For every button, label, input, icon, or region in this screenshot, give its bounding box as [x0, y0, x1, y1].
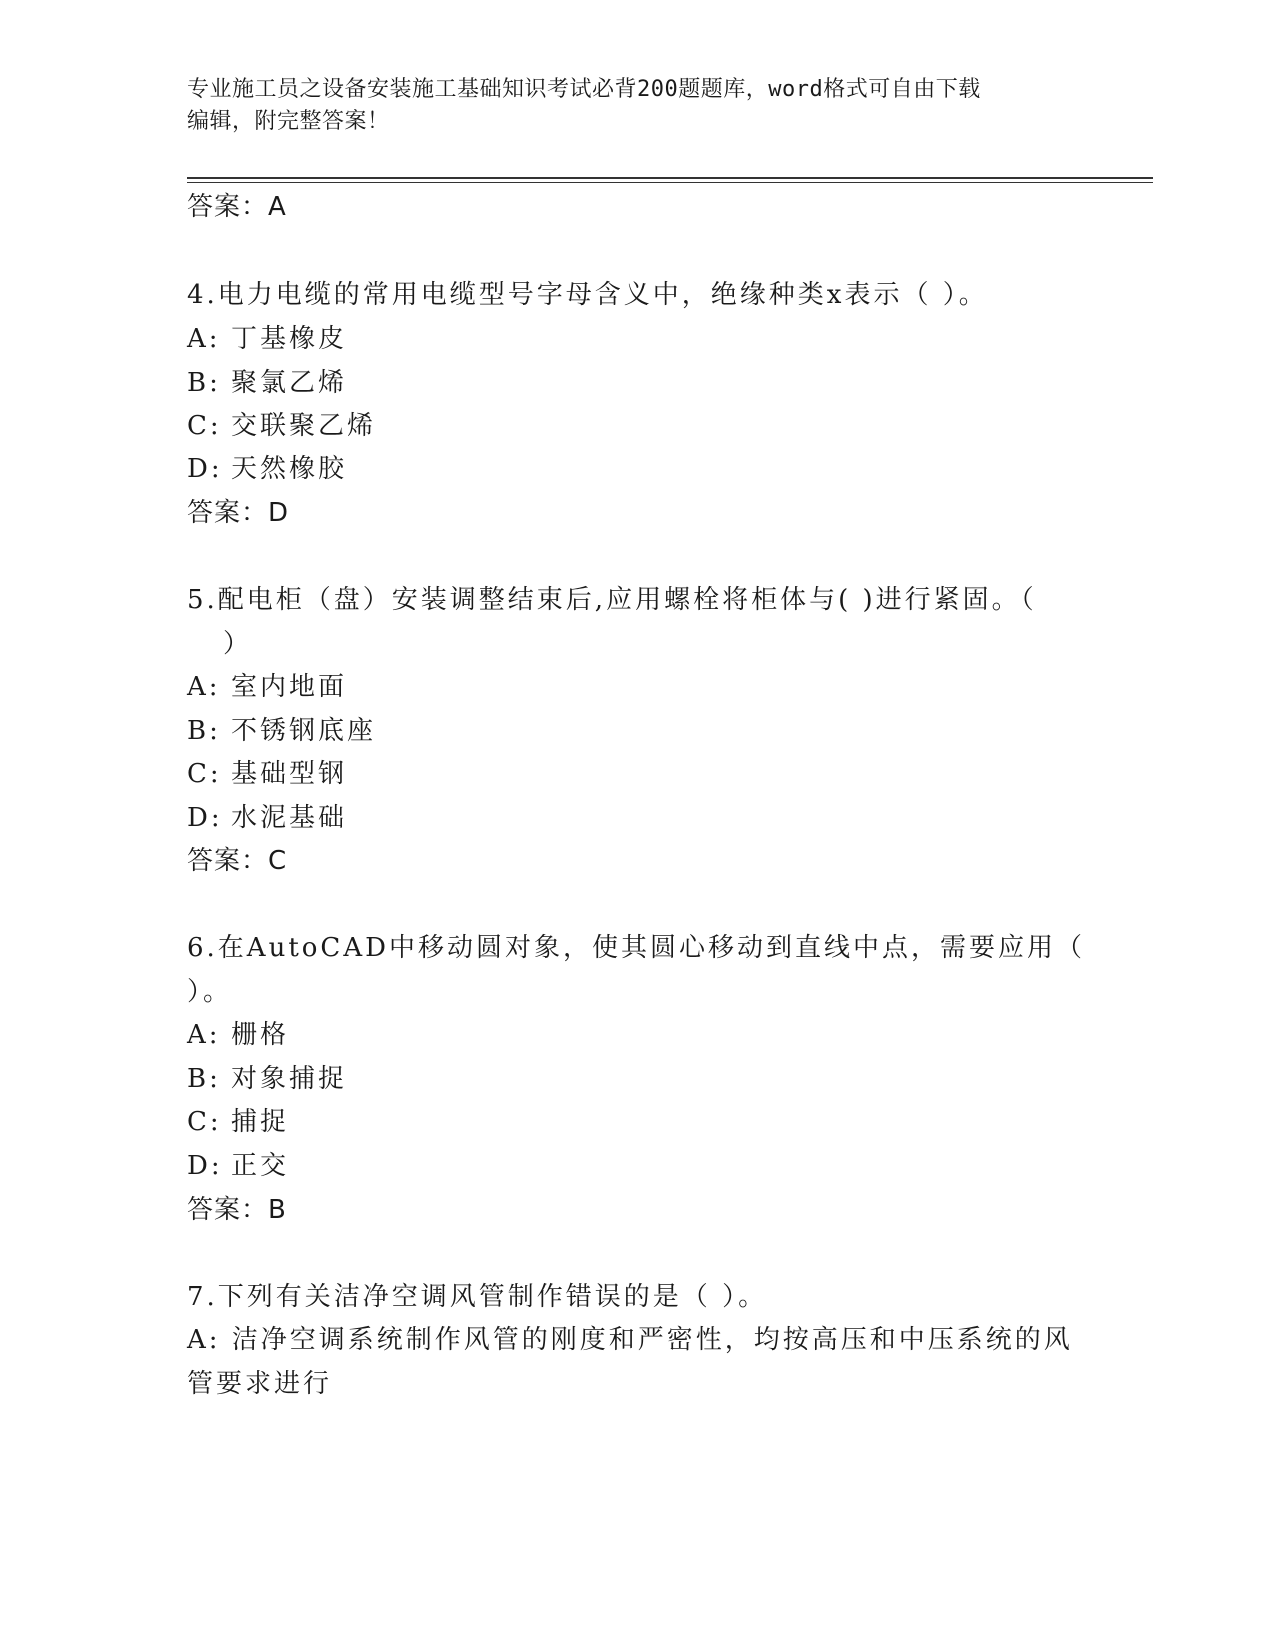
option-text: 交联聚乙烯 [231, 411, 377, 441]
question-6-option-b [187, 1062, 347, 1096]
option-text: 水泥基础 [231, 803, 348, 833]
option-text: 对象捕捉 [231, 1064, 348, 1094]
option-letter: C: [187, 411, 222, 441]
question-6-answer: 答案：B [187, 1195, 287, 1225]
option-text: 天然橡胶 [231, 454, 348, 484]
question-5-answer: 答案：C [187, 846, 288, 876]
question-4-answer: 答案：D [187, 498, 290, 528]
question-5-option-c [187, 757, 347, 791]
question-5-option-b [187, 714, 376, 748]
option-text: 聚氯乙烯 [231, 368, 348, 398]
option-letter: D: [187, 1151, 223, 1181]
option-letter: C: [187, 1107, 222, 1137]
question-6-option-a [187, 1018, 289, 1052]
question-6-option-c [187, 1105, 289, 1139]
question-5-stem-cont: ） [223, 629, 253, 659]
header-rule-thick [187, 177, 1153, 179]
option-text: 捕捉 [231, 1107, 290, 1137]
question-6-stem-cont: ）。 [187, 977, 233, 1007]
question-4-option-d [187, 452, 347, 486]
question-5-option-d [187, 801, 347, 835]
question-7-option-a-cont: 管要求进行 [187, 1369, 333, 1399]
question-6-option-d [187, 1149, 289, 1183]
option-text: 栅格 [231, 1020, 290, 1050]
option-letter: B: [187, 716, 221, 746]
option-text: 不锈钢底座 [231, 716, 377, 746]
option-letter: A: [187, 324, 221, 354]
header-line-1: 专业施工员之设备安装施工基础知识考试必背200题题库，word格式可自由下载 [187, 77, 981, 102]
previous-answer: 答案：A [187, 192, 287, 222]
header-line-2: 编辑，附完整答案！ [187, 109, 390, 134]
question-7-option-a: A: 洁净空调系统制作风管的刚度和严密性，均按高压和中压系统的风 [187, 1325, 1073, 1355]
option-text: 正交 [231, 1151, 290, 1181]
question-5-option-a [187, 670, 347, 704]
option-letter: A: [187, 1020, 221, 1050]
option-text: 基础型钢 [231, 759, 348, 789]
question-7-stem: 7.下列有关洁净空调风管制作错误的是（ ）。 [187, 1282, 768, 1312]
option-letter: C: [187, 759, 222, 789]
question-5-stem: 5.配电柜（盘）安装调整结束后,应用螺栓将柜体与( )进行紧固。（ [187, 585, 1037, 615]
option-letter: D: [187, 803, 223, 833]
option-letter: D: [187, 454, 223, 484]
question-4-stem: 4.电力电缆的常用电缆型号字母含义中，绝缘种类x表示（ ）。 [187, 280, 988, 310]
document-header [187, 74, 1067, 138]
header-rule-thin [187, 182, 1153, 183]
option-letter: B: [187, 368, 221, 398]
question-4-option-a [187, 322, 347, 356]
question-4-option-b [187, 366, 347, 400]
question-6-stem: 6.在AutoCAD中移动圆对象，使其圆心移动到直线中点，需要应用（ [187, 933, 1085, 963]
option-text: 丁基橡皮 [231, 324, 348, 354]
option-letter: A: [187, 672, 221, 702]
question-4-option-c [187, 409, 376, 443]
option-letter: B: [187, 1064, 221, 1094]
option-text: 室内地面 [231, 672, 348, 702]
